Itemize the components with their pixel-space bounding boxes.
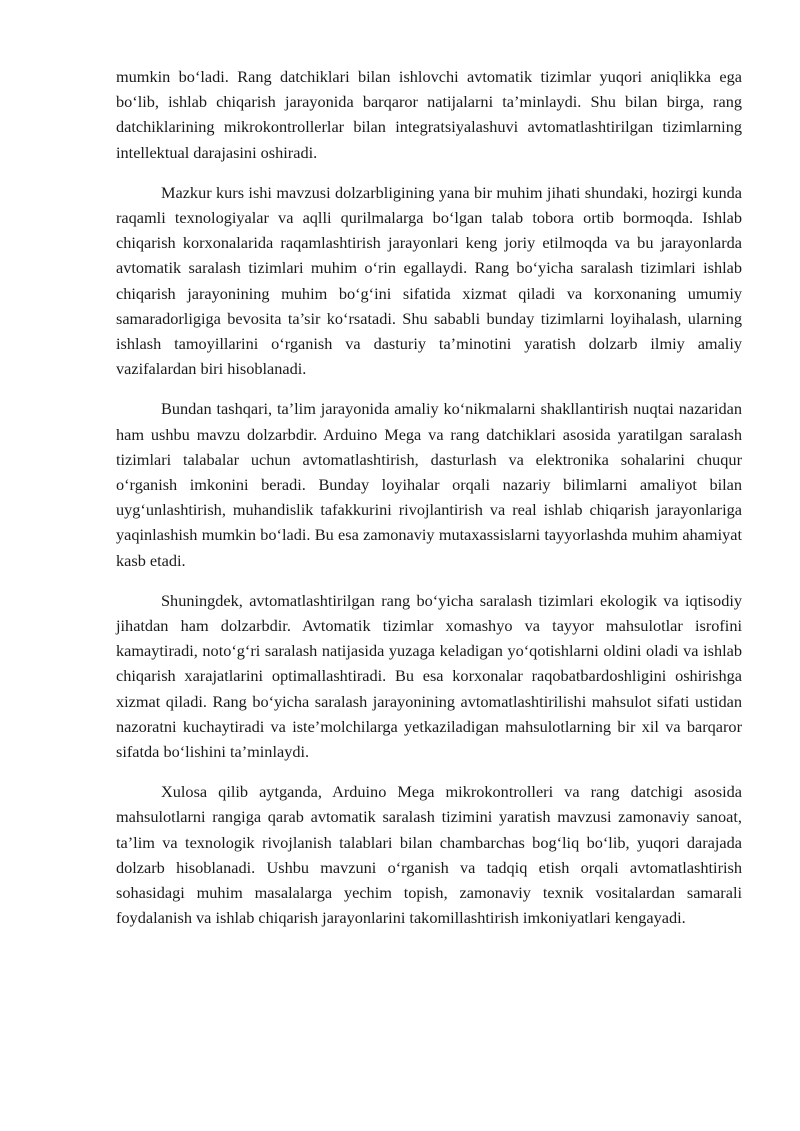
- paragraph-relevance: Mazkur kurs ishi mavzusi dolzarbligining yana bir muhim jihati shundaki, hozirgi kunda raqamli texnologiyalar va aqlli qurilmalarga bo‘lgan talab tobora ortib bormoqda. Ishlab chiqarish korxonalarida raqamlashtirish jarayonlari keng joriy etilmoqda va bu jarayonlarda avtomatik saralash tizimlari muhim o‘rin egallaydi. Rang bo‘yicha saralash tizimlari ishlab chiqarish jarayonining muhim bo‘g‘ini sifatida xizmat qiladi va korxonaning umumiy samaradorligiga bevosita ta’sir ko‘rsatadi. Shu sababli bunday tizimlarni loyihalash, ularning ishlash tamoyillarini o‘rganish va dasturiy ta’minotini yaratish dolzarb ilmiy amaliy vazifalardan biri hisoblanadi.: [116, 182, 742, 379]
- paragraph-conclusion: Xulosa qilib aytganda, Arduino Mega mikrokontrolleri va rang datchigi asosida mahsulotlarni rangiga qarab avtomatik saralash tizimini yaratish mavzusi zamonaviy sanoat, ta’lim va texnologik rivojlanish talablari bilan chambarchas bog‘liq bo‘lib, yuqori darajada dolzarb hisoblanadi. Ushbu mavzuni o‘rganish va tadqiq etish orqali avtomatlashtirish sohasidagi muhim masalalarga yechim topish, zamonaviy texnik vositalardan samarali foydalanish va ishlab chiqarish jarayonlarini takomillashtirish imkoniyatlari kengayadi.: [116, 782, 742, 928]
- paragraph-education: Bundan tashqari, ta’lim jarayonida amaliy ko‘nikmalarni shakllantirish nuqtai nazaridan ham ushbu mavzu dolzarbdir. Arduino Mega va rang datchiklari asosida yaratilgan saralash tizimlari talabalar uchun avtomatlashtirish, dasturlash va elektronika sohalarini chuqur o‘rganish imkonini beradi. Bunday loyihalar orqali nazariy bilimlarni amaliyot bilan uyg‘unlashtirish, muhandislik tafakkurini rivojlantirish va real ishlab chiqarish jarayonlariga yaqinlashish mumkin bo‘ladi. Bu esa zamonaviy mutaxassislarni tayyorlashda muhim ahamiyat kasb etadi.: [116, 399, 742, 570]
- paragraph-ecology: Shuningdek, avtomatlashtirilgan rang bo‘yicha saralash tizimlari ekologik va iqtisodiy jihatdan ham dolzarbdir. Avtomatik tizimlar xomashyo va tayyor mahsulotlar isrofini kamaytiradi, noto‘g‘ri saralash natijasida yuzaga keladigan yo‘qotishlarni oldini oladi va ishlab chiqarish xarajatlarini optimallashtiradi. Bu esa korxonalar raqobatbardoshligini oshirishga xizmat qiladi. Rang bo‘yicha saralash jarayonining avtomatlashtirilishi mahsulot sifati ustidan nazoratni kuchaytiradi va iste’molchilarga yetkaziladigan mahsulotlarning bir xil va barqaror sifatda bo‘lishini ta’minlaydi.: [116, 590, 742, 762]
- paragraph-continuation: mumkin bo‘ladi. Rang datchiklari bilan ishlovchi avtomatik tizimlar yuqori aniqlikka ega bo‘lib, ishlab chiqarish jarayonida barqaror natijalarni ta’minlaydi. Shu bilan birga, rang datchiklarining mikrokontrollerlar bilan integratsiyalashuvi avtomatlashtirilgan tizimlarning intellektual darajasini oshiradi.: [116, 67, 742, 162]
- document-page: [116, 64, 742, 946]
